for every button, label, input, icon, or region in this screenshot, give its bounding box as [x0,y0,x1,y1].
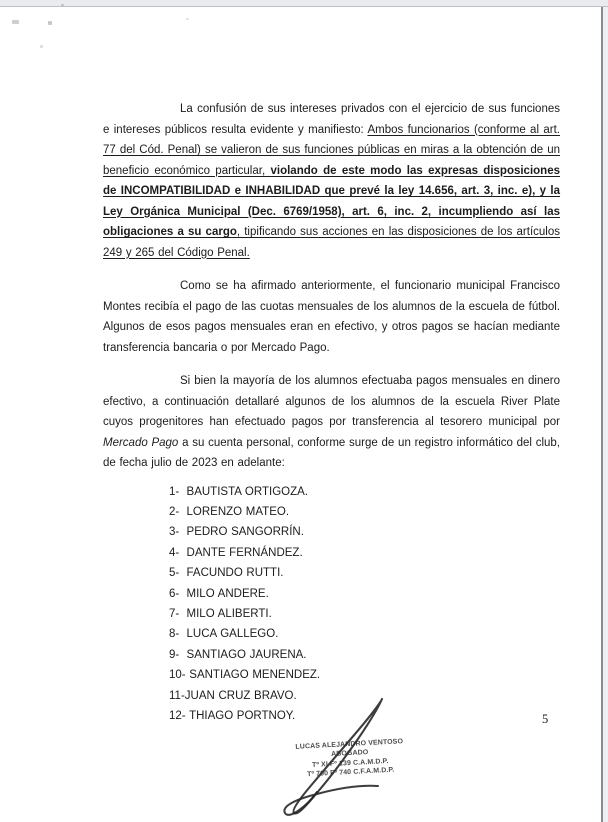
student-list-item: 9- SANTIAGO JAURENA. [169,648,307,661]
stamp-line: Tº XI Fº 139 C.A.M.D.P. [311,757,389,769]
student-list-item: 5- FACUNDO RUTTI. [169,567,284,580]
text-segment: a su cuenta personal, conforme surge de un registro informático del club, de fecha julio de 2023 en adelante: [103,436,560,469]
student-list-item: 12- THIAGO PORTNOY. [169,709,296,722]
signature-block [281,696,423,822]
scan-speck [12,20,19,24]
student-list [169,482,560,727]
stamp-line: Tº 700 Fº 740 C.F.A.M.D.P. [306,766,395,779]
student-list-item: 10- SANTIAGO MENENDEZ. [169,669,321,682]
scan-speck [40,45,43,48]
handwritten-signature [281,696,423,822]
text-segment: , tipificando sus acciones en las disposiciones de los artículos 249 y 265 del Código Penal. [103,226,560,259]
student-list-item: 11-JUAN CRUZ BRAVO. [169,689,297,702]
scan-right-gutter [603,7,608,822]
paragraph-detalle-alumnos [103,371,560,474]
paragraphs-container [103,99,560,474]
paragraph-confusion-intereses [103,99,560,263]
text-segment: Como se ha afirmado anteriormente, el funcionario municipal Francisco Montes recibía el pago de las cuotas mensuales de los alumnos de la escuela de fútbol. Algunos de esos pagos mensuales eran en efectivo, y otros pagos se hacían mediante transferencia bancaria o por Mercado Pago. [103,280,560,354]
text-segment: Mercado Pago [103,436,179,449]
paragraph-pagos-cuotas [103,276,560,358]
text-segment: La confusión de sus intereses privados con el ejercicio de sus funciones e intereses públicos resulta evidente y manifiesto: [103,103,560,136]
scan-top-edge [0,0,608,7]
student-list-item: 8- LUCA GALLEGO. [169,628,279,641]
student-list-item: 1- BAUTISTA ORTIGOZA. [169,485,308,498]
scan-speck [48,21,52,25]
document-body [103,99,560,726]
scan-speck [61,4,64,6]
student-list-item: 6- MILO ANDERE. [169,587,269,600]
student-list-item: 4- DANTE FERNÁNDEZ. [169,546,303,559]
scan-right-edge-line [601,7,603,822]
page-number: 5 [542,712,549,726]
stamp-line: ABOGADO [330,749,369,759]
text-segment: Ambos funcionarios (conforme al art. 77 del Cód. Penal) se valieron de sus funciones públicas en miras a la obtención de un beneficio económico particular, [103,123,560,177]
text-segment: violando de este modo las expresas disposiciones de INCOMPATIBILIDAD e INHABILIDAD que prevé la ley 14.656, art. 3, inc. e), y la Ley Orgánica Municipal (Dec. 6769/1958), art. 6, inc. 2, incumpliendo así las obligaciones a su cargo [103,164,560,238]
scan-speck [186,18,189,20]
stamp-line: LUCAS ALEJANDRO VENTOSO [295,738,404,751]
student-list-item: 3- PEDRO SANGORRÍN. [169,526,304,539]
student-list-item: 2- LORENZO MATEO. [169,505,290,518]
text-segment: Si bien la mayoría de los alumnos efectuaba pagos mensuales en dinero efectivo, a continuación detallaré algunos de los alumnos de la escuela River Plate cuyos progenitores han efectuado pagos por transferencia al tesorero municipal por [103,375,560,428]
student-list-item: 7- MILO ALIBERTI. [169,607,272,620]
